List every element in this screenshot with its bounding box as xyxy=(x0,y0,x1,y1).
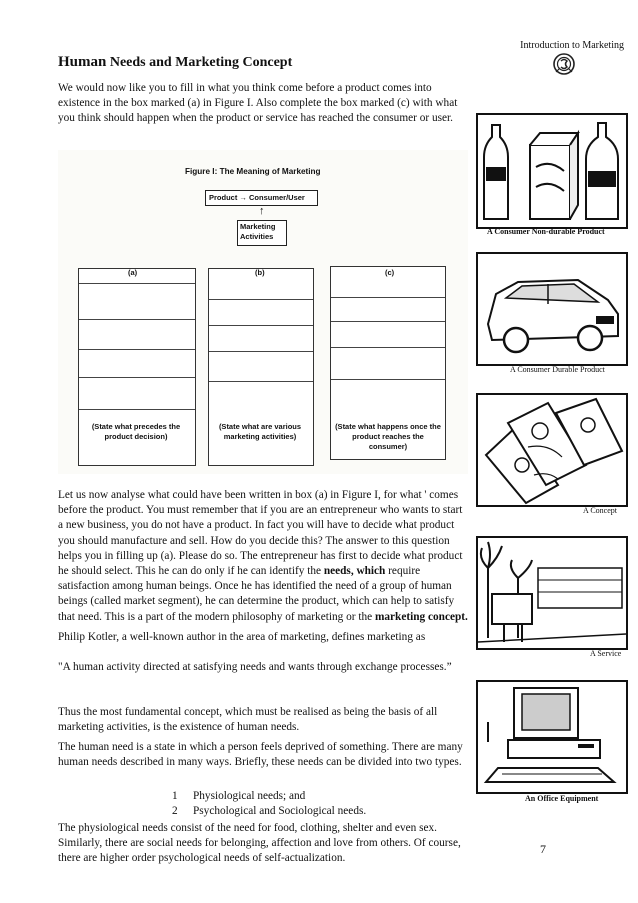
figure-title: Figure I: The Meaning of Marketing xyxy=(185,167,321,176)
hotel-illustration xyxy=(476,536,628,650)
caption-nondurable: A Consumer Non-durable Product xyxy=(487,227,605,236)
column-c-caption-line-2: product reaches the consumer) xyxy=(352,432,424,451)
fundamental-paragraph: Thus the most fundamental concept, which must be realised as being the basis of all marketing activities, is the existence of human needs. xyxy=(58,706,438,734)
analysis-text-1: Let us now analyse what could have been written in box (a) in Figure I, for what ' comes before the product. You must remember that if you are an entrepreneur who wants to start a new business, you do not have a product. In fact you will have to decide what product you should manufacture and sell. How do you decide this? The answer to this question helps you in filling up (a). Please do so. The entrepreneur has first to decide what product he should select. This he can do only if he can identify the xyxy=(58,489,463,578)
needs-list xyxy=(172,789,366,819)
arrow-up-icon: ↑ xyxy=(259,205,265,217)
product-consumer-box: Product → Consumer/User xyxy=(205,190,318,206)
analysis-text-2: require satisfaction among human beings. Once he has identified the need of a group of human beings (called market segment), he can determine the product, which can help to satisfy that need. This is a part of the modern philosophy of marketing or the xyxy=(58,565,455,623)
list-item-text: Psychological and Sociological needs. xyxy=(193,805,367,817)
bottles-illustration xyxy=(476,113,628,229)
marketing-concept-emphasis: marketing concept. xyxy=(374,610,468,623)
closing-paragraph: The physiological needs consist of the need for food, clothing, shelter and even sex. Similarly, there are social needs for belonging, affection and love from others. Of course, there are higher order psychological needs of self-actualization. xyxy=(58,822,461,865)
list-item xyxy=(172,804,366,819)
column-b-label: (b) xyxy=(255,268,265,277)
needs-emphasis: needs, which xyxy=(323,565,386,578)
cards-illustration xyxy=(476,393,628,507)
caption-concept: A Concept xyxy=(583,506,617,515)
list-item xyxy=(172,789,366,804)
kotler-paragraph: Philip Kotler, a well-known author in the area of marketing, defines marketing as xyxy=(58,631,426,643)
column-b-caption-line-2: marketing activities) xyxy=(223,432,297,441)
analysis-paragraph xyxy=(58,488,468,625)
running-header: Introduction to Marketing xyxy=(520,40,624,51)
column-a-caption xyxy=(80,422,192,442)
column-c-caption-line-1: (State what happens once the xyxy=(335,422,441,431)
list-item-text: Physiological needs; and xyxy=(193,790,306,802)
activities-line-1: Marketing xyxy=(240,222,276,231)
marketing-activities-box xyxy=(237,220,287,246)
activities-line-2: Activities xyxy=(240,232,274,241)
kotler-quote: "A human activity directed at satisfying needs and wants through exchange processes.” xyxy=(58,661,452,673)
column-c-label: (c) xyxy=(385,268,395,277)
page-title xyxy=(58,54,292,71)
column-a-caption-line-2: product decision) xyxy=(104,432,168,441)
computer-illustration xyxy=(476,680,628,794)
column-b-caption-line-1: (State what are various xyxy=(218,422,302,431)
list-item-number: 2 xyxy=(172,805,178,817)
page-number: 7 xyxy=(540,842,546,856)
column-b-caption xyxy=(210,422,310,442)
title-rest: Needs and Marketing Concept xyxy=(106,55,293,70)
caption-service: A Service xyxy=(590,649,622,658)
column-a-label: (a) xyxy=(128,268,138,277)
intro-paragraph: We would now like you to fill in what you think come before a product comes into existence in the box marked (a) in Figure I. Also complete the box marked (c) with what you think should happen when the product or service has reached the consumer or user. xyxy=(58,82,458,125)
title-first-word: Human xyxy=(58,54,107,70)
need-definition-paragraph: The human need is a state in which a person feels deprived of something. There are many human needs described in many ways. Briefly, these needs can be divided into two types. xyxy=(58,741,463,769)
column-c-caption xyxy=(332,422,444,452)
caption-durable: A Consumer Durable Product xyxy=(510,365,605,374)
car-illustration xyxy=(476,252,628,366)
university-logo-icon xyxy=(552,52,576,76)
column-a-caption-line-1: (State what precedes the xyxy=(91,422,181,431)
list-item-number: 1 xyxy=(172,790,178,802)
caption-office: An Office Equipment xyxy=(525,794,599,803)
